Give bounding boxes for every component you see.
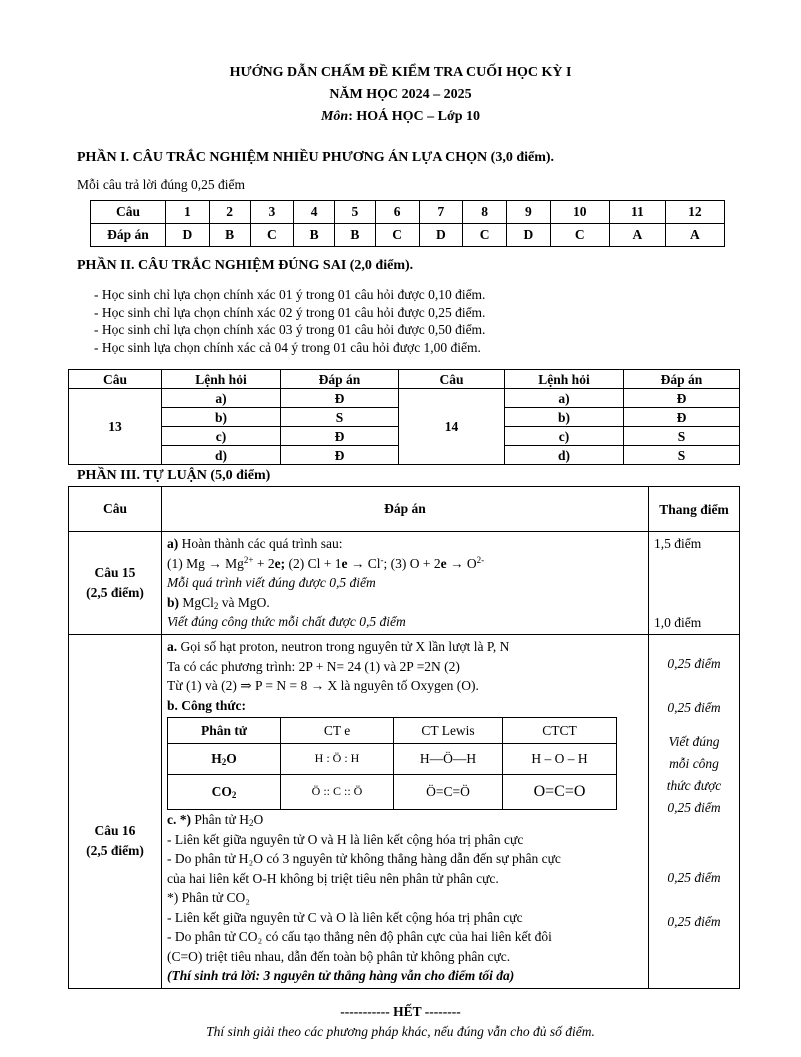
a-cell: D [419,224,463,247]
item-label: d) [162,446,281,465]
q-cell: 3 [250,201,294,224]
part-text: Hoàn thành các quá trình sau: [178,536,343,551]
explanation-line: - Do phân tử H₂O có 3 nguyên tử không thẳng hàng dẫn đến sự phân cực [167,851,561,866]
table-header-row [69,487,740,532]
part3-answer-table [68,486,740,989]
points-value: 0,25 điểm [667,656,721,671]
electron-formula: Ö :: C :: Ö [281,775,394,810]
molecule-name [168,744,281,775]
item-answer: Đ [281,427,399,446]
eq-1-electron: e; [274,555,286,571]
structural-formula: H – O – H [503,744,617,775]
question-points: (2,5 điểm) [86,843,144,859]
rule-line: - Học sinh chỉ lựa chọn chính xác 03 ý trong 01 câu hỏi được 0,50 điểm. [94,322,486,337]
subject-label: Môn [320,109,349,124]
header-cell: Đáp án [162,487,649,532]
item-label: c) [162,427,281,446]
q-cell: 1 [166,201,210,224]
points-cell [649,635,740,989]
equation-line: Từ (1) và (2) ⇒ P = N = 8 → X là nguyên tố Oxygen (O). [167,678,479,693]
part1-question-row [91,201,725,224]
item-answer: S [281,408,399,427]
a-cell: C [550,224,609,247]
question-points: (2,5 điểm) [86,585,144,600]
title-line-2: NĂM HỌC 2024 – 2025 [329,87,472,102]
points-value: 0,25 điểm [667,914,721,929]
part1-heading: PHẦN I. CÂU TRẮC NGHIỆM NHIỀU PHƯƠNG ÁN LỰA CHỌN (3,0 điểm). [77,150,555,165]
formula-row-h2o [168,744,617,775]
structural-formula: O=C=O [503,775,617,810]
header-cell: CTCT [503,718,617,744]
eq-3: ; (3) O + 2 [383,555,441,571]
item-answer: Đ [281,389,399,408]
lewis-formula: Ö=C=Ö [394,775,503,810]
a-cell: D [166,224,210,247]
q-cell: 2 [209,201,250,224]
item-label: a) [162,389,281,408]
scoring-note: (Thí sinh trả lời: 3 nguyên tử thẳng hàng vẫn cho điểm tối đa) [167,968,515,983]
points-value: 0,25 điểm [667,700,721,715]
a-cell: C [463,224,507,247]
q-cell: 7 [419,201,463,224]
item-answer: S [624,446,740,465]
explanation-line: *) Phân tử CO₂ [167,890,250,905]
part-heading: b. Công thức: [167,697,246,713]
a-cell: A [665,224,724,247]
part-label: a) [167,536,179,551]
subscript: 2 [231,790,237,801]
a-cell: C [250,224,294,247]
eq-3-charge: 2- [476,554,485,565]
explanation-line: - Do phân tử CO₂ có cấu tạo thẳng nên độ phân cực của hai liên kết đôi [167,929,552,944]
part-text: và MgO. [218,594,270,610]
rule-line: - Học sinh chỉ lựa chọn chính xác 01 ý trong 01 câu hỏi được 0,10 điểm. [94,287,486,302]
item-label: b) [505,408,624,427]
answer-cell [162,532,649,635]
item-label: a) [505,389,624,408]
scoring-note: Viết đúng công thức mỗi chất được 0,5 điểm [167,614,406,629]
header-cell: Thang điểm [649,487,740,532]
subscript: 2 [213,600,219,611]
eq-2: (2) Cl + 1 [285,555,342,571]
part-label: a. [167,639,178,654]
footer-note: Thí sinh giải theo các phương pháp khác, nếu đúng vẫn cho đủ số điểm. [206,1024,595,1039]
part-text: MgCl [179,594,214,610]
rule-line: - Học sinh lựa chọn chính xác cả 04 ý trong 01 câu hỏi được 1,00 điểm. [94,339,481,355]
q-cell: 6 [375,201,419,224]
table-header-row [69,370,740,389]
q-cell: 10 [550,201,609,224]
header-cell: Câu [69,370,162,389]
a-cell: A [609,224,665,247]
question-label: Câu 15 [94,565,136,580]
scoring-note: Mỗi quá trình viết đúng được 0,5 điểm [167,575,376,590]
item-label: d) [505,446,624,465]
part2-heading: PHẦN II. CÂU TRẮC NGHIỆM ĐÚNG SAI (2,0 điểm). [77,258,414,273]
explanation-line: (C=O) triệt tiêu nhau, dẫn đến toàn bộ phân tử không phân cực. [167,948,511,964]
q-cell: 4 [294,201,335,224]
molecule-text: H [211,751,222,767]
electron-formula: H : Ö : H [281,744,394,775]
eq-2-rest: → Cl [347,555,381,571]
document-title [0,62,801,128]
formula-table [167,717,617,810]
question-cell [69,532,162,635]
part-label: c. *) [167,812,191,827]
explanation-line: - Liên kết giữa nguyên tử O và H là liên kết cộng hóa trị phân cực [167,831,524,847]
answer-cell [162,635,649,989]
eq-2-charge: - [380,554,384,565]
part1-answer-row [91,224,725,247]
points-value: 1,0 điểm [654,614,702,630]
molecule-text: O [226,751,237,767]
eq-3-rest: → O [446,555,477,571]
question-number: 13 [69,389,162,465]
a-cell: B [294,224,335,247]
table-row [69,389,740,408]
points-cell [649,532,740,635]
eq-3-electron: e [440,555,447,571]
row-label: Câu [91,201,166,224]
formula-row-co2 [168,775,617,810]
part-text: O [253,812,264,827]
equation-line: Ta có các phương trình: 2P + N= 24 (1) và 2P =2N (2) [167,658,460,674]
eq-1-rest: + 2 [253,555,275,571]
part1-answer-table [90,200,725,247]
item-label: c) [505,427,624,446]
item-label: b) [162,408,281,427]
q-cell: 5 [335,201,376,224]
q-cell: 9 [507,201,551,224]
row-label: Đáp án [91,224,166,247]
points-value: 0,25 điểm [667,870,721,885]
part-text: Gọi số hạt proton, neutron trong nguyên tử X lần lượt là P, N [177,639,510,654]
eq-2-electron: e [341,555,348,571]
molecule-name [168,775,281,810]
table-row-q16 [69,635,740,989]
equation-line [167,554,643,574]
a-cell: C [375,224,419,247]
header-cell: Câu [69,487,162,532]
subject-value: : HOÁ HỌC – Lớp 10 [348,109,481,124]
part3-heading: PHẦN III. TỰ LUẬN (5,0 điểm) [77,468,271,483]
header-cell: Lệnh hỏi [162,370,281,389]
eq-1: (1) Mg → Mg [167,555,244,571]
item-answer: S [624,427,740,446]
subject-line [0,106,801,128]
question-number: 14 [399,389,505,465]
header-cell: Phân tử [168,718,281,744]
q-cell: 12 [665,201,724,224]
part-text: Phân tử H [191,812,249,827]
subscript: 2 [248,818,254,828]
question-label: Câu 16 [94,823,136,839]
header-cell: Đáp án [624,370,740,389]
question-cell [69,635,162,989]
q-cell: 8 [463,201,507,224]
part2-rules [94,286,485,356]
item-answer: Đ [281,446,399,465]
rule-line: - Học sinh chỉ lựa chọn chính xác 02 ý trong 01 câu hỏi được 0,25 điểm. [94,304,486,320]
part1-note: Mỗi câu trả lời đúng 0,25 điểm [77,177,245,192]
header-cell: Lệnh hỏi [505,370,624,389]
q-cell: 11 [609,201,665,224]
points-value: Viết đúng mỗi công thức được 0,25 điểm [666,734,722,815]
a-cell: B [335,224,376,247]
a-cell: D [507,224,551,247]
a-cell: B [209,224,250,247]
title-line-1: HƯỚNG DẪN CHẤM ĐỀ KIỂM TRA CUỐI HỌC KỲ I [229,65,572,80]
item-answer: Đ [624,408,740,427]
explanation-line: - Liên kết giữa nguyên tử C và O là liên kết cộng hóa trị phân cực [167,909,523,925]
table-row-q15 [69,532,740,635]
points-value: 1,5 điểm [654,536,702,551]
header-cell: CT Lewis [394,718,503,744]
header-cell: Đáp án [281,370,399,389]
formula-header-row [168,718,617,744]
subscript: 2 [221,757,227,768]
molecule-text: CO [211,784,232,800]
part2-answer-table [68,369,740,465]
end-mark: ----------- HẾT -------- [340,1004,461,1019]
header-cell: Câu [399,370,505,389]
part-label: b) [167,594,180,610]
eq-1-charge: 2+ [243,554,254,565]
header-cell: CT e [281,718,394,744]
explanation-line: của hai liên kết O-H không bị triệt tiêu nên phân tử phân cực. [167,870,499,886]
item-answer: Đ [624,389,740,408]
lewis-formula: H—Ö—H [394,744,503,775]
